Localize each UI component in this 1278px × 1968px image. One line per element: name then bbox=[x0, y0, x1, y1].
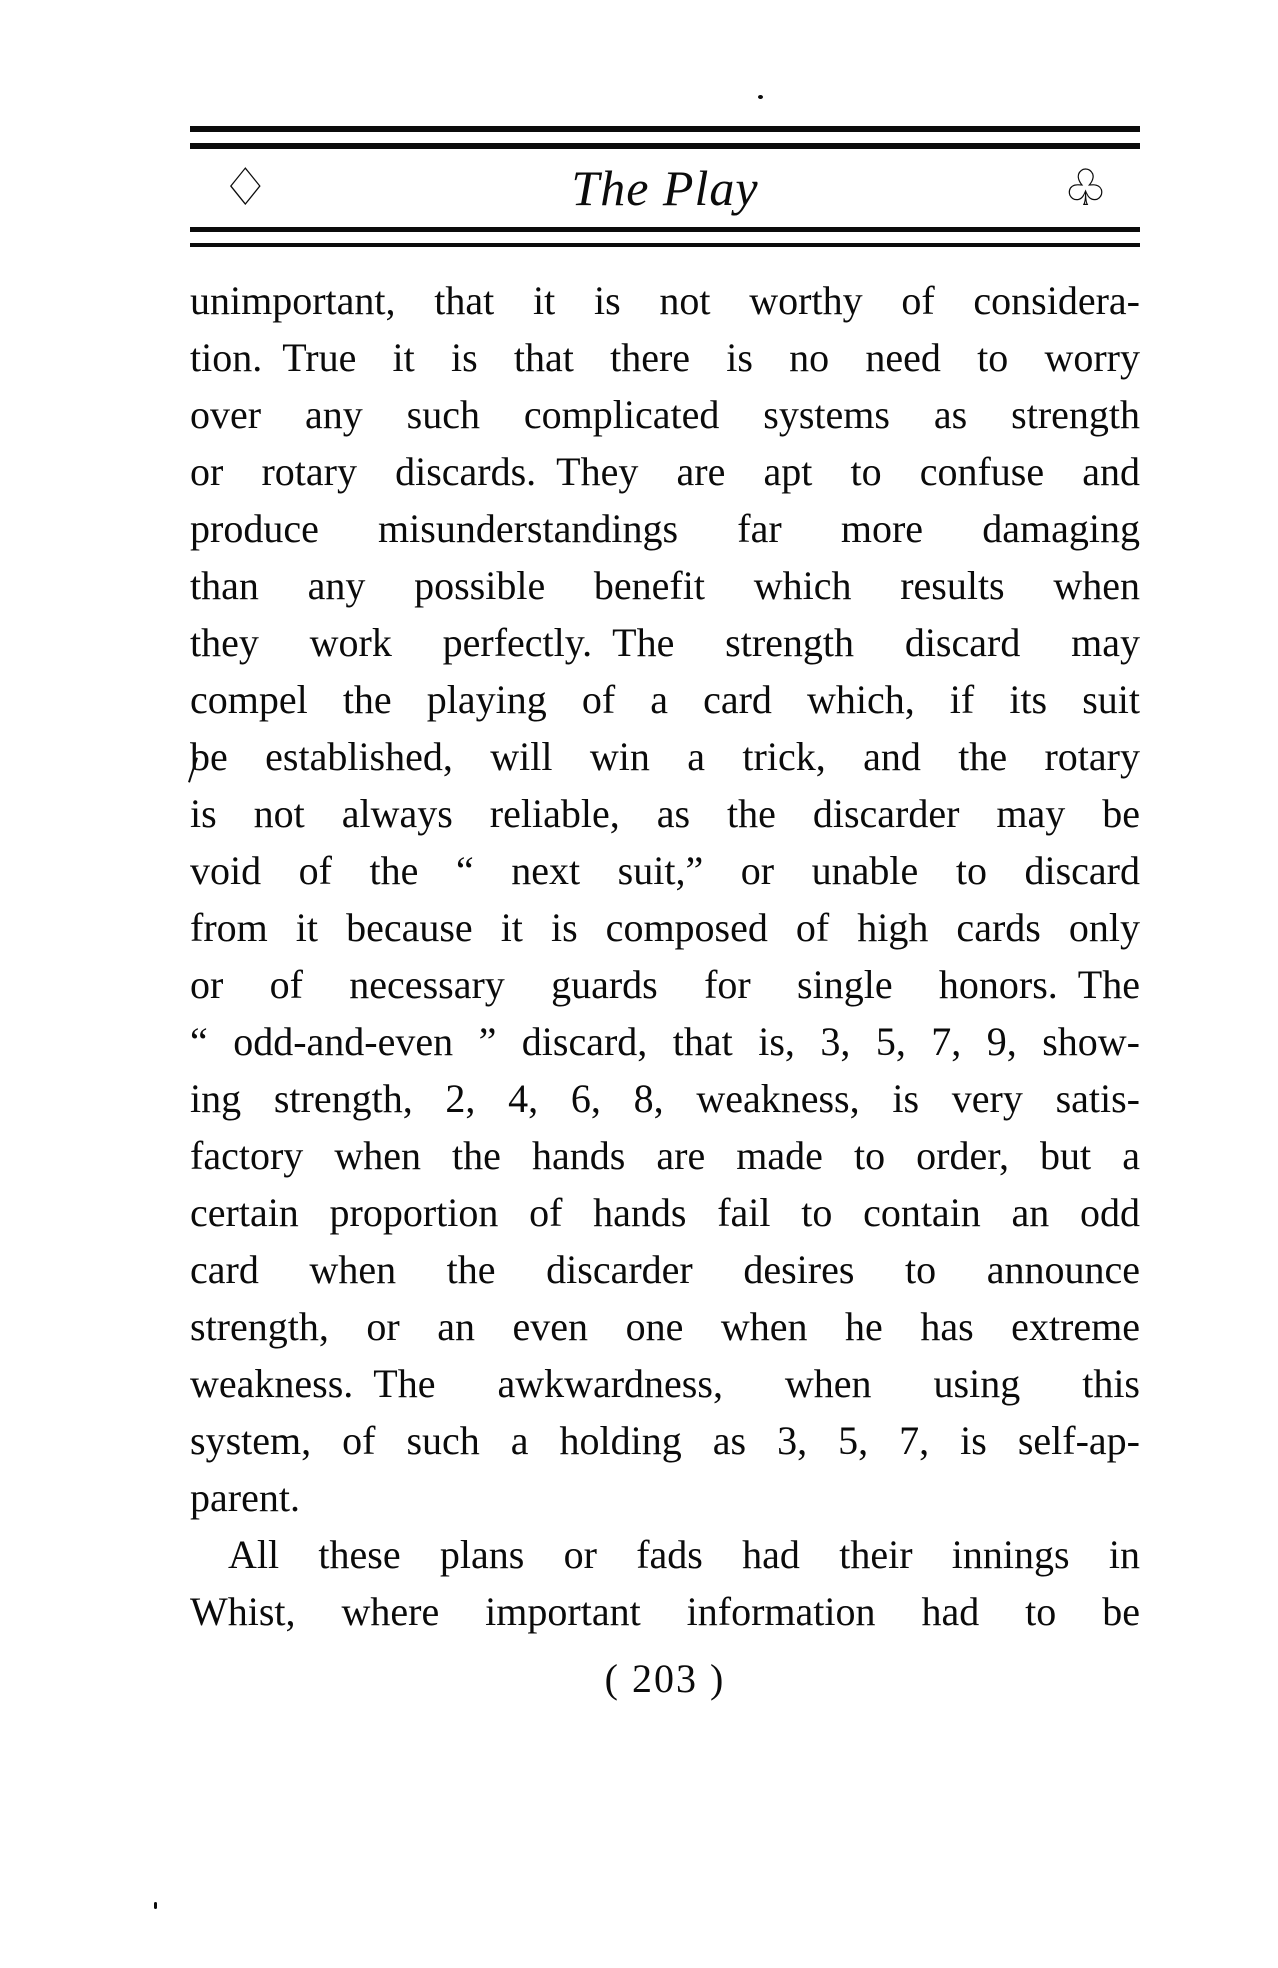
paragraph bbox=[190, 272, 1140, 1526]
text-line: be established, will win a trick, and the rotary bbox=[190, 734, 1140, 779]
text-line: certain proportion of hands fail to contain an odd bbox=[190, 1190, 1140, 1235]
page-body bbox=[190, 272, 1140, 1640]
text-line: over any such complicated systems as strength bbox=[190, 392, 1140, 437]
running-head-title: The Play bbox=[571, 160, 759, 216]
text-line: than any possible benefit which results when bbox=[190, 563, 1140, 608]
text-line: compel the playing of a card which, if its suit bbox=[190, 677, 1140, 722]
text-line: system, of such a holding as 3, 5, 7, is self-ap- bbox=[190, 1418, 1140, 1463]
scan-artifact-dot-top bbox=[758, 95, 763, 99]
text-line: “ odd-and-even ” discard, that is, 3, 5, 7, 9, show- bbox=[190, 1019, 1140, 1064]
diamond-suit-icon: ♢ bbox=[220, 158, 270, 218]
header-top-rule-outer bbox=[190, 126, 1140, 132]
text-line: void of the “ next suit,” or unable to discard bbox=[190, 848, 1140, 893]
text-line: or of necessary guards for single honors. The bbox=[190, 962, 1140, 1007]
text-line: is not always reliable, as the discarder may be bbox=[190, 791, 1140, 836]
text-line: produce misunderstandings far more damaging bbox=[190, 506, 1140, 551]
text-line: or rotary discards. They are apt to confuse and bbox=[190, 449, 1140, 494]
header-bottom-rule-outer bbox=[190, 243, 1140, 247]
text-line: from it because it is composed of high cards only bbox=[190, 905, 1140, 950]
text-line: All these plans or fads had their innings in bbox=[228, 1532, 1140, 1577]
header-bottom-rule-inner bbox=[190, 227, 1140, 232]
scan-artifact-dot-bottom bbox=[154, 1902, 157, 1909]
page-number: ( 203 ) bbox=[604, 1656, 726, 1701]
text-line: tion. True it is that there is no need to worry bbox=[190, 335, 1140, 380]
club-suit-icon: ♧ bbox=[1063, 159, 1108, 217]
text-line: card when the discarder desires to announce bbox=[190, 1247, 1140, 1292]
text-line: weakness. The awkwardness, when using this bbox=[190, 1361, 1140, 1406]
text-line: strength, or an even one when he has extreme bbox=[190, 1304, 1140, 1349]
text-line: factory when the hands are made to order, but a bbox=[190, 1133, 1140, 1178]
running-head bbox=[190, 149, 1140, 227]
text-line: ing strength, 2, 4, 6, 8, weakness, is very satis- bbox=[190, 1076, 1140, 1121]
page-header bbox=[190, 126, 1140, 247]
paragraph bbox=[190, 1526, 1140, 1640]
text-line: Whist, where important information had to be bbox=[190, 1589, 1140, 1634]
text-line: parent. bbox=[190, 1475, 300, 1520]
text-line: unimportant, that it is not worthy of considera- bbox=[190, 278, 1140, 323]
text-line: they work perfectly. The strength discard may bbox=[190, 620, 1140, 665]
